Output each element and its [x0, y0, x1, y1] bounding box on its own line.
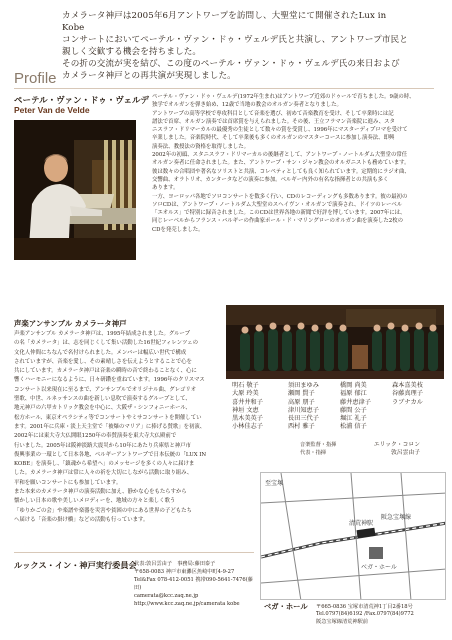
- venue-line: 阪急宝塚線清荒神駅前: [316, 618, 368, 625]
- member-name: 堀江 礼子: [340, 415, 367, 423]
- intro-text: [62, 10, 408, 82]
- bio-line: ニスラフ・ドリマーカルの最優秀の生徒として数々の賞を受賞し、1996年にマスターディプロマを受けて: [152, 127, 408, 134]
- contact-email[interactable]: camerata@kcc.zaq.ne.jp: [134, 593, 199, 600]
- member-name: 瀬岡 賢子: [288, 390, 315, 398]
- ensemble-line: 松方ホール、東京オペラシティ等でコンサートやミサコンサートを開催してい: [14, 414, 202, 421]
- organist-biography: [152, 93, 440, 234]
- music-director-name: エリック・コロン: [373, 442, 420, 448]
- ensemble-line: 文化人仲間にちなんで名付けられました。メンバーは幅広い世代で構成: [14, 349, 187, 356]
- conductor-credits: [300, 441, 420, 457]
- member-name: 橋岡 尚美: [340, 382, 367, 389]
- member-name: 神垣 文恵: [232, 406, 259, 414]
- bio-line: オルガン奏者に任命されました。また、アントワープ・サン・ジャン教会のオルガニストも務めています。: [152, 160, 410, 167]
- intro-line: カメラータ神戸は2005年6月アントワープを訪問し、大聖堂にて開催されたLux in Kobe: [62, 11, 387, 33]
- choir-photo: [226, 305, 444, 379]
- bio-line: 卒業しました。音楽院時代、そして卒業後も多くのオルガンのマスターコースに参加し演奏法、即興: [152, 135, 395, 142]
- member-name: 高原 朋子: [288, 398, 315, 406]
- representative-label: 代表・指揮: [300, 450, 326, 456]
- organist-name-en: Peter Van de Velde: [14, 105, 90, 115]
- ensemble-line: へ届ける「音楽の掛け橋」などの活動も行っています。: [14, 516, 149, 523]
- member-name: 福原 郁江: [340, 390, 367, 398]
- bio-line: 「エオルス」で特別に録音されました。このCDは世界各地の新聞で好評を博しています。2007年には、: [152, 210, 406, 217]
- member-name: 西村 雅子: [288, 423, 315, 431]
- music-director-label: 音楽監督・指揮: [300, 442, 337, 448]
- bio-line: CDを発売しました。: [152, 226, 204, 233]
- member-name: 長田三代子: [288, 415, 319, 423]
- organizer-contact: [134, 560, 256, 609]
- member-name: ラブナカル: [392, 398, 423, 406]
- member-name: 須田まゆみ: [288, 382, 319, 389]
- bio-line: 譜法で首席、オルガン演奏では首席賞を与えられました。その後、王立フラマン音楽院に進み、スタ: [152, 118, 395, 125]
- credits-row: [300, 441, 420, 449]
- member-name: 松浦 信子: [340, 423, 367, 431]
- footer-divider: [14, 552, 254, 553]
- organist-photo: [14, 120, 136, 260]
- ensemble-line: 聖歌、中世、ルネッサンスの曲を新しい息吹で演奏するグループとして、: [14, 396, 191, 403]
- organist-illustration: [14, 120, 136, 260]
- bio-line: 独学でオルガンを弾き始め、12歳で当地の教会のオルガン奏者となりました。: [152, 102, 342, 109]
- ensemble-line: 地元神戸の六甲カトリック教会を中心に、大阪ザ・シンフォニーホール、: [14, 405, 191, 412]
- ensemble-line: 2002年には東大寺大仏開眼1250年の奉賛演奏を東大寺大仏殿前で: [14, 433, 177, 440]
- bio-line: ペーテル・ヴァン・ドゥ・ヴェルデ(1972年生まれ)はアントワープ近郊のドゥールで育ちました。9歳の時、: [152, 94, 415, 100]
- ensemble-line: ます。2001年に兵庫・淡上天主堂で「被爆のマリア」に捧げる賛歌」を初演、: [14, 423, 206, 430]
- map-label-venue: ベガ・ホール: [361, 564, 397, 571]
- ensemble-line: 「ゆりかごの会」や楽譜や楽器を災害や貧困の中にある世界の子どもたち: [14, 507, 192, 514]
- ensemble-line: の名「カメラータ」は、志を同じくして集い活動した16世紀フィレンツェの: [14, 340, 198, 347]
- member-name: 森本喜美枝: [392, 382, 423, 389]
- venue-line: Tel.0797(84)6192 /Fax.0797(84)9772: [316, 611, 414, 618]
- map-label-line: 阪急宝塚線: [381, 514, 412, 521]
- contact-line: 〒658-0083 神戸市東灘区魚崎中町4-9-27: [134, 569, 235, 576]
- intro-line: その折の交流が実を結び、この度のペーテル・ヴァン・ドゥ・ヴェルデ氏の来日および: [62, 59, 400, 69]
- member-name: 藤間 公子: [340, 406, 367, 414]
- representative-name: 敦呂雲由子: [391, 450, 420, 456]
- ensemble-line: した。カメラータ神戸は常に人々の祈を大切にしながら活動に取り組み、: [14, 470, 193, 477]
- bio-line: ソロCDは、アントワープ・ノートルダム大聖堂のスヘイヴン・オルガンで演奏され、ドイツのレーベル: [152, 201, 403, 208]
- ensemble-line: 懐かしい日本の歌や美しいメロディーを、地域の方々と楽しく歌う: [14, 498, 176, 505]
- bio-line: 交響曲、オラトリオ、カンタータなどの演奏に参加。ベルギー内外の有名な指揮者との共演も多く: [152, 176, 389, 183]
- member-name: 大原 玲美: [232, 390, 259, 398]
- ensemble-line: KOBE」を演奏し、「鎮魂から希望へ」のメッセージを多くの人々に届けま: [14, 461, 195, 468]
- ensemble-line: コンサート以来現在に至るまで、アンサンブルでオリジナル曲、グレゴリオ: [14, 386, 197, 393]
- member-column: [392, 382, 423, 407]
- choir-illustration: [226, 305, 444, 379]
- member-column: [288, 382, 319, 432]
- member-list: [232, 382, 446, 440]
- member-name: 喜井井和子: [232, 398, 263, 406]
- ensemble-description: [14, 330, 229, 525]
- venue-name: ベガ・ホール: [264, 602, 308, 611]
- organist-name-jp: ペーテル・ヴァン・ドゥ・ヴェルデ: [14, 96, 149, 106]
- bio-line: アントワープの高等学校で専攻科目として音楽を選び、初めて音楽教育を受け、そして卒業時には記: [152, 110, 394, 117]
- profile-heading: Profile: [14, 70, 57, 87]
- organizer-name: ルックス・イン・神戸実行委員会: [14, 560, 137, 570]
- venue-map: [260, 472, 446, 600]
- ensemble-line: 行いました。2005年は阪神淡路大震災から10年にあたり兵庫県と神戸市: [14, 442, 191, 449]
- credits-row: [300, 449, 420, 457]
- map-label-station: 清荒神駅: [349, 520, 374, 527]
- intro-line: カメラータ神戸との再共演が実現しました。: [62, 71, 236, 81]
- ensemble-line: 共にしています。カメラータ神戸は音楽の瞬時の音で終わることなく、心に: [14, 368, 197, 375]
- contact-line: 代表:敦呂雲由子 事務局:藤田泰子: [134, 561, 216, 567]
- member-name: 藤井恵津子: [340, 398, 371, 406]
- bio-line: 演奏法、教授法の資格を取得しました。: [152, 143, 250, 150]
- bio-line: 彼は数々の合唱団や著名なソリストと共演、コレペティとしても良く知られています。定期的にラジオ曲、: [152, 168, 410, 175]
- bio-line: あります。: [152, 185, 179, 192]
- member-name: 谷藤真理子: [392, 390, 423, 398]
- member-name: 明石 敬子: [232, 382, 259, 389]
- ensemble-line: 響くハーモニーになるように、日々研鑽を重ねています。1996年のクリスマス: [14, 377, 205, 384]
- map-drawing: [261, 473, 446, 600]
- ensemble-heading: 声楽アンサンブル カメラータ神戸: [14, 319, 127, 328]
- ensemble-line: また本来のカメラータ神戸の演奏活動に加え、静かな心をもたらすから: [14, 489, 187, 496]
- member-name: 小林佳志子: [232, 423, 263, 431]
- contact-line: Tel&Fax 078-412-0051 携帯090-5641-7476(藤田): [134, 577, 253, 592]
- profile-divider: [14, 88, 434, 89]
- venue-info: [316, 604, 448, 626]
- ensemble-line: 復興事業の一環として日本各地、ベルギーアントワープで日本伝統の「LUX IN: [14, 451, 207, 458]
- bio-line: 同じレーベルからフランス・バルギーの作曲家ポール・ド・マリングローのオルガン曲を演奏した2枚の: [152, 218, 404, 225]
- member-column: [232, 382, 263, 432]
- venue-line: 〒665-0836 宝塚市清荒神1丁目2番18号: [316, 604, 413, 610]
- map-label-direction: 至宝塚: [265, 480, 284, 487]
- contact-website[interactable]: http://www.kcc.zaq.ne.jp/camerata kobe: [134, 601, 240, 608]
- member-name: 津川知恵子: [288, 406, 319, 414]
- intro-line: 親しく交歓する機会を持ちました。: [62, 47, 202, 57]
- intro-line: コンサートにおいてペーテル・ヴァン・ドゥ・ヴェルデ氏と共演し、アントワープ市民と: [62, 35, 408, 45]
- ensemble-line: 平和を願いコンサートにも参加しています。: [14, 479, 122, 486]
- ensemble-line: 声楽アンサンブル カメラータ神戸は、1995年結成されました。グループ: [14, 331, 191, 337]
- bio-line: 2002年の初頭、スタニスラフ・ドリマーカルの後継者として、アントワープ・ノートルダム大聖堂の常任: [152, 152, 408, 159]
- ensemble-line: されていますが、音楽を愛し、その素晴しさを伝えようとすることで心を: [14, 358, 192, 365]
- member-name: 黒木美英子: [232, 415, 263, 423]
- bio-line: 一方、ヨーロッパ各地でソロコンサートを数多く行い、CDのレコーディングも多数あります。彼の最初の: [152, 193, 408, 200]
- member-column: [340, 382, 371, 432]
